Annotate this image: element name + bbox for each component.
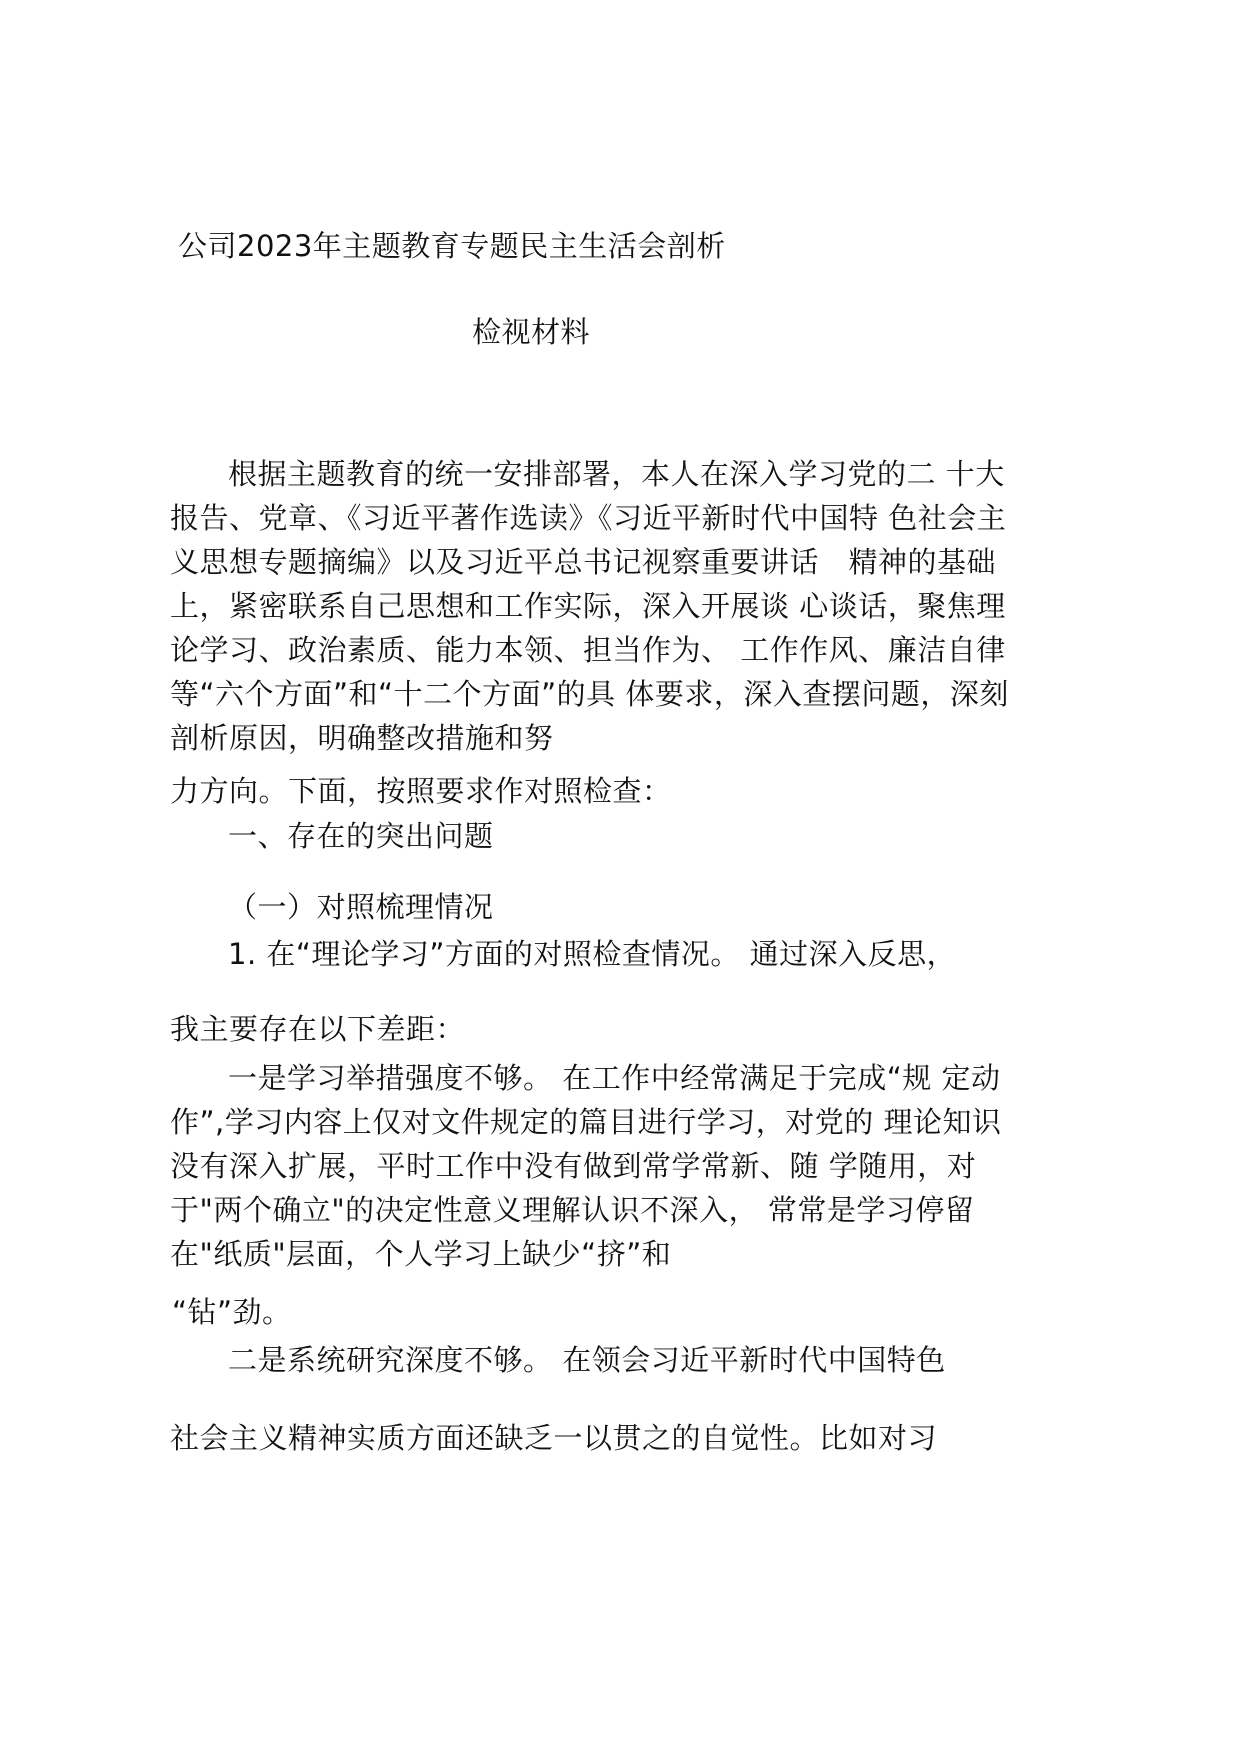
body-line-8: 力方向。下面，按照要求作对照检查： (170, 774, 672, 808)
body-line-1: 根据主题教育的统一安排部署，本人在深入学习党的二 十大 (228, 457, 1005, 491)
body-line-13: 一是学习举措强度不够。 在工作中经常满足于完成“规 定动 (228, 1061, 1001, 1095)
body-line-15: 没有深入扩展，平时工作中没有做到常学常新、随 学随用，对 (170, 1149, 977, 1183)
body-line-12: 我主要存在以下差距： (170, 1012, 466, 1046)
doc-title-line-1: 公司2023年主题教育专题民主生活会剖析 (178, 229, 726, 263)
body-line-7: 剖析原因，明确整改措施和努 (170, 721, 554, 755)
body-line-4: 上，紧密联系自己思想和工作实际，深入开展谈 心谈话，聚焦理 (170, 589, 1006, 623)
body-line-20: 社会主义精神实质方面还缺乏一以贯之的自觉性。比如对习 (170, 1421, 938, 1455)
body-line-19: 二是系统研究深度不够。 在领会习近平新时代中国特色 (228, 1343, 946, 1377)
body-line-6: 等“六个方面”和“十二个方面”的具 体要求，深入查摆问题，深刻 (170, 677, 1009, 711)
body-line-2: 报告、党章、《习近平著作选读》《习近平新时代中国特 色社会主 (170, 501, 1007, 535)
body-line-14: 作”,学习内容上仅对文件规定的篇目进行学习，对党的 理论知识 (170, 1105, 1002, 1139)
body-line-16: 于"两个确立"的决定性意义理解认识不深入， 常常是学习停留 (170, 1193, 975, 1227)
section-heading: 一、存在的突出问题 (228, 819, 494, 853)
subsection-heading: （一）对照梳理情况 (228, 890, 494, 924)
doc-title-line-2: 检视材料 (472, 315, 591, 349)
body-line-5: 论学习、政治素质、能力本领、担当作为、 工作作风、廉洁自律 (170, 633, 1006, 667)
body-line-17: 在"纸质"层面，个人学习上缺少“挤”和 (170, 1237, 672, 1271)
body-line-18: “钻”劲。 (172, 1295, 292, 1329)
body-line-3: 义思想专题摘编》以及习近平总书记视察重要讲话 精神的基础 (170, 545, 997, 579)
item-heading: 1. 在“理论学习”方面的对照检查情况。 通过深入反思， (228, 937, 957, 971)
